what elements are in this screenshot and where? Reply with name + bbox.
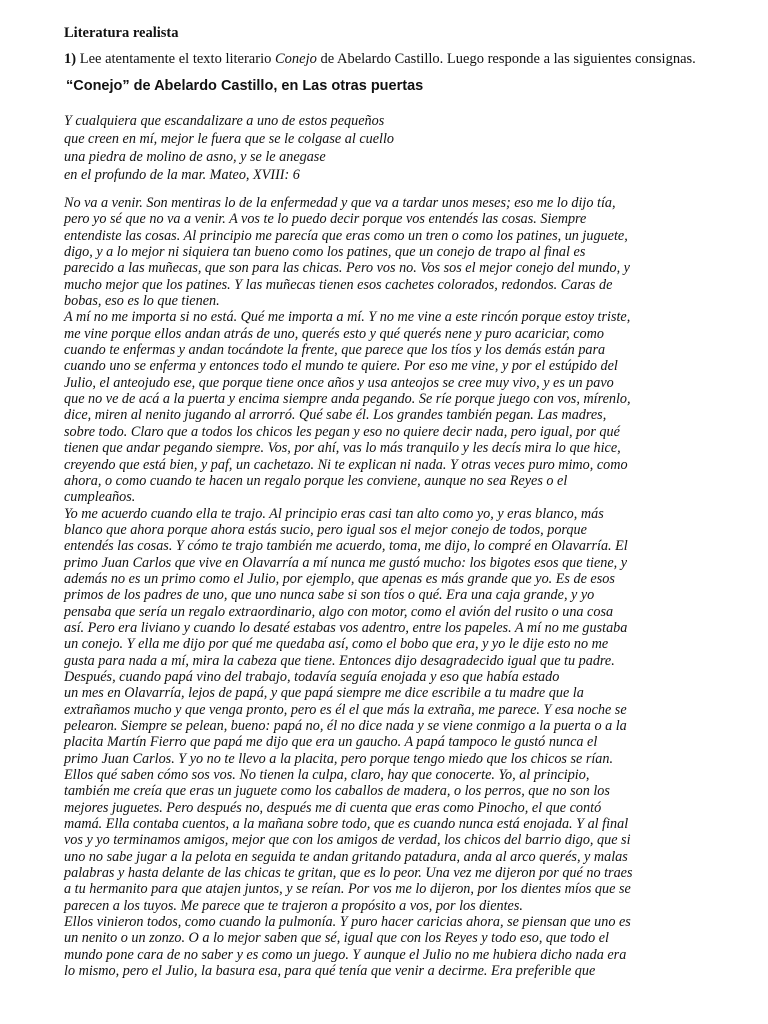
body-line: A mí no me importa si no está. Qué me importa a mí. Y no me vine a este rincón porque estoy triste, — [64, 309, 631, 326]
story-body — [64, 195, 632, 980]
body-line: mejores juguetes. Pero después no, después me di cuenta que eras como Pinocho, el que contó — [64, 799, 602, 816]
body-line: parecen a los tuyos. Me parece que te trajeron a propósito a vos, por los dientes. — [64, 897, 523, 914]
story-title: “Conejo” de Abelardo Castillo, en Las otras puertas — [66, 78, 424, 94]
body-line: mundo pone cara de no saber y es como un juego. Y aunque el Julio no me hubiera dicho nada era — [64, 946, 627, 963]
body-line: me vine porque ellos andan atrás de uno, querés esto y qué querés nene y puro acariciar, como — [64, 325, 604, 342]
body-line: blanco que ahora porque ahora estás sucio, pero igual sos el mejor conejo de todos, porque — [64, 521, 587, 538]
body-line: un mes en Olavarría, lejos de papá, y que papá siempre me dice escribile a tu madre que la — [64, 685, 584, 702]
body-line: dice, miren al nenito jugando al arrorró. Qué sabe él. Los grandes también pegan. Las madres, — [64, 407, 607, 424]
instruction-text-after: de Abelardo Castillo. Luego responde a las siguientes consignas. — [316, 51, 696, 67]
body-line: digo, y a lo mejor ni siquiera tan bueno como los patines, que un conejo de trapo al final es — [64, 244, 586, 261]
body-line: así. Pero era liviano y cuando lo desaté estabas vos adentro, entre los papeles. A mí no me gustaba — [64, 619, 628, 636]
body-line: pero yo sé que no va a venir. A vos te lo puedo decir porque vos entendés las cosas. Siempre — [64, 211, 587, 228]
body-line: lo mismo, pero el Julio, la basura esa, para qué tenía que venir a decirme. Era preferible que — [64, 963, 596, 980]
body-line: parecido a las muñecas, que son para las chicas. Pero vos no. Vos sos el mejor conejo del mundo, y — [64, 260, 630, 277]
body-line: sobre todo. Claro que a todos los chicos les pegan y eso no quiere decir nada, pero igual, por qué — [64, 423, 620, 440]
body-line: palabras y hasta delante de las chicas te gritan, que es lo peor. Una vez me dijeron por qué no traes — [64, 865, 633, 882]
body-line: Julio, el anteojudo ese, que porque tiene once años y usa anteojos se cree muy vivo, y es un pavo — [64, 374, 614, 391]
body-line: un nenito o un zonzo. O a lo mejor saben que sé, igual que con los Reyes y todo eso, que todo el — [64, 930, 609, 947]
body-line: cumpleaños. — [64, 489, 136, 506]
body-line: entendés las cosas. Y cómo te trajo también me acuerdo, toma, me dijo, lo compré en Olavarría. El — [64, 538, 628, 555]
epigraph-line: Y cualquiera que escandalizare a uno de estos pequeños — [64, 113, 385, 129]
body-line: cuando te enfermas y andan tocándote la frente, que parece que los tíos y los demás están para — [64, 342, 606, 359]
body-line: cuando uno se enferma y entonces todo el mundo te quiere. Por eso me vine, y por el estúpido del — [64, 358, 618, 375]
instruction-line — [64, 51, 696, 68]
body-line: que no ve de acá a la puerta y encima siempre anda pegando. Se ríe porque juego con vos, mírenlo, — [64, 391, 631, 408]
body-line: uno no sabe jugar a la pelota en seguida te andan gritando patadura, anda al arco querés, y malas — [64, 848, 628, 865]
body-line: también me creía que eras un juguete como los caballos de madera, o los perros, que no son los — [64, 783, 610, 800]
epigraph-line: una piedra de molino de asno, y se le anegase — [64, 149, 326, 165]
body-line: bobas, eso es lo que tienen. — [64, 293, 220, 310]
body-line: No va a venir. Son mentiras lo de la enfermedad y que va a tardar unos meses; eso me lo dijo tía, — [64, 195, 616, 211]
instruction-number: 1) — [64, 51, 77, 67]
body-line: tienen que andar pegando siempre. Vos, por ahí, vas lo más tranquilo y les decís mira lo que hice, — [64, 440, 621, 457]
body-line: extrañamos mucho y que venga pronto, pero es él el que más la extraña, me parece. Y esa noche se — [64, 701, 627, 718]
body-line: un conejo. Y ella me dijo por qué me quedaba así, como el bobo que era, y yo le dije esto no me — [64, 636, 609, 653]
body-line: gusta para nada a mí, mira la cabeza que tiene. Entonces dijo desagradecido igual que tu padre. — [64, 652, 615, 669]
body-line: entendiste las cosas. Al principio me parecía que eras como un tren o como los patines, un juguete, — [64, 227, 628, 244]
body-line: Yo me acuerdo cuando ella te trajo. Al principio eras casi tan alto como yo, y eras blanco, más — [64, 505, 604, 522]
body-line: creyendo que está bien, y paf, un cachetazo. Ni te explican ni nada. Y otras veces puro mimo, como — [64, 456, 628, 473]
body-line: primo Juan Carlos. Y yo no te llevo a la placita, pero porque tengo miedo que los chicos se rían. — [64, 750, 614, 767]
body-line: a tu hermanito para que atajen juntos, y se reían. Por vos me lo dijeron, por los dientes míos que se — [64, 881, 631, 898]
body-line: Después, cuando papá vino del trabajo, todavía seguía enojada y eso que había estado — [64, 668, 560, 685]
epigraph-line: en el profundo de la mar. Mateo, XVIII: 6 — [64, 167, 300, 183]
body-line: vos y yo terminamos amigos, mejor que con los amigos de verdad, los chicos del barrio digo, que si — [64, 832, 631, 849]
body-line: Ellos qué saben cómo sos vos. No tienen la culpa, claro, hay que conocerte. Yo, al principio, — [64, 767, 590, 784]
epigraph — [64, 112, 394, 184]
body-line: además no es un primo como el Julio, por ejemplo, que apenas es más grande que yo. Es de esos — [64, 570, 615, 587]
body-line: pensaba que sería un regalo extraordinario, algo con motor, como el avión del rusito o una cosa — [64, 603, 614, 620]
body-line: mamá. Ella contaba cuentos, a la mañana sobre todo, que es cuando nunca está enojada. Y al final — [64, 816, 629, 833]
body-line: Ellos vinieron todos, como cuando la pulmonía. Y puro hacer caricias ahora, se piensan que uno es — [64, 914, 631, 931]
body-line: primo Juan Carlos que vive en Olavarría a mí nunca me gustó mucho: los bigotes esos que tiene, y — [64, 554, 628, 571]
body-line: mucho mejor que los patines. Y las muñecas tienen esos cachetes colorados, redondos. Caras de — [64, 276, 613, 293]
section-heading: Literatura realista — [64, 25, 179, 41]
body-line: placita Martín Fierro que papá me dijo que era un gaucho. A papá tampoco le gustó nunca el — [64, 734, 598, 751]
body-line: pelearon. Siempre se pelean, bueno: papá no, él no dice nada y se viene conmigo a la puerta o a la — [64, 718, 627, 734]
body-line: ahora, o como cuando te hacen un regalo porque les conviene, aunque no sea Reyes o el — [64, 472, 568, 489]
epigraph-line: que creen en mí, mejor le fuera que se le colgase al cuello — [64, 131, 395, 147]
instruction-text-before: Lee atentamente el texto literario — [76, 51, 275, 67]
body-line: primos de los padres de uno, que uno nunca sabe si son tíos o qué. Era una caja grande, y yo — [64, 587, 595, 604]
instruction-work-title: Conejo — [274, 51, 317, 67]
